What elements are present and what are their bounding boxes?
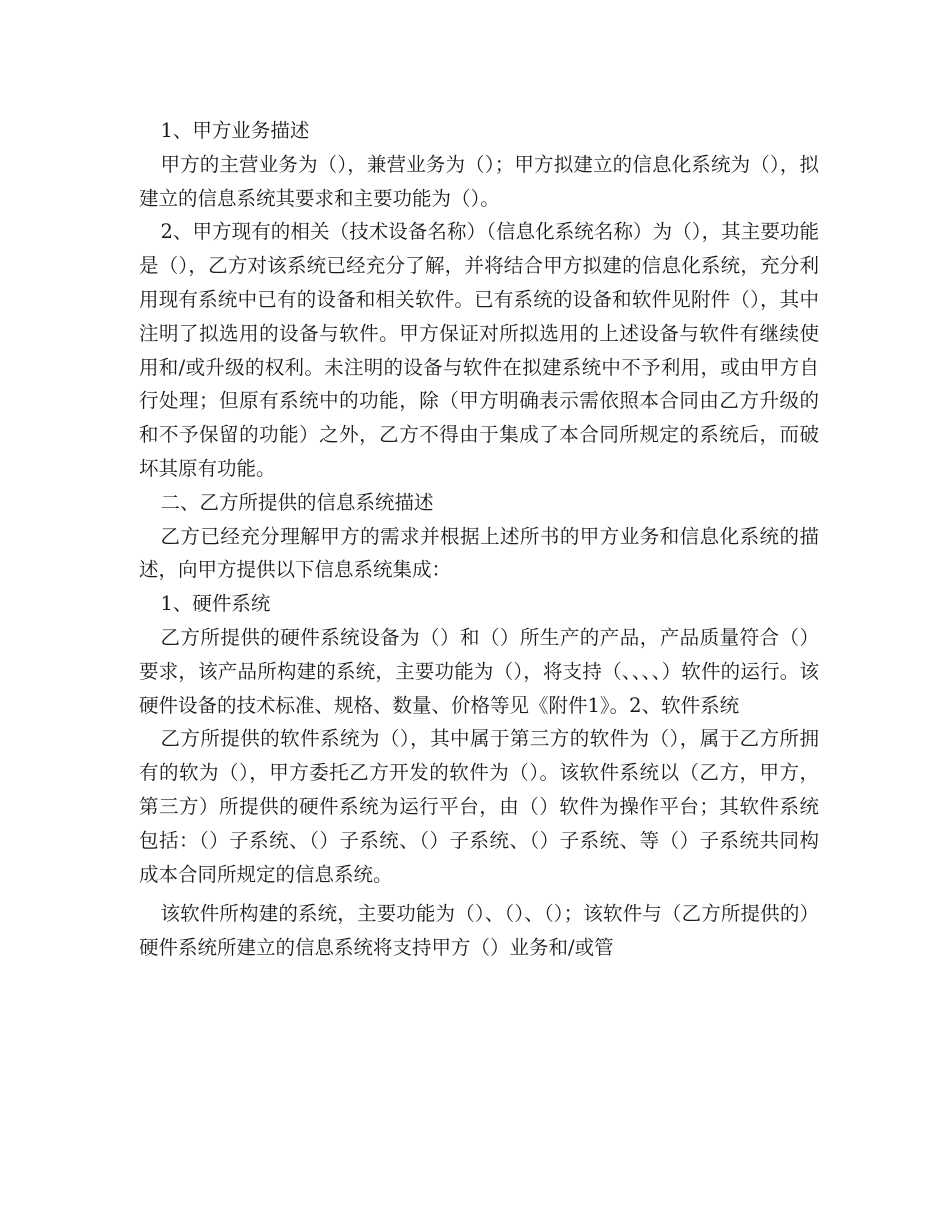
paragraph-hardware-system: 乙方所提供的硬件系统设备为（）和（）所生产的产品，产品质量符合（）要求，该产品所构建的系统，主要功能为（），将支持（、、、、）软件的运行。该硬件设备的技术标准、规格、数量、价格等见《附件1》。2、软件系统 [139,625,819,717]
paragraph-party-a-existing-systems: 2、甲方现有的相关（技术设备名称）（信息化系统名称）为（），其主要功能是（），乙方对该系统已经充分了解，并将结合甲方拟建的信息化系统，充分利用现有系统中已有的设备和相关软件。已有系统的设备和软件见附件（），其中注明了拟选用的设备与软件。甲方保证对所拟选用的上述设备与软件有继续使用和/或升级的权利。未注明的设备与软件在拟建系统中不予利用，或由甲方自行处理；但原有系统中的功能，除（甲方明确表示需依照本合同由乙方升级的和不予保留的功能）之外，乙方不得由于集成了本合同所规定的系统后，而破坏其原有功能。 [139,220,819,480]
paragraph-software-system: 乙方所提供的软件系统为（），其中属于第三方的软件为（），属于乙方所拥有的软为（），甲方委托乙方开发的软件为（）。该软件系统以（乙方，甲方，第三方）所提供的硬件系统为运行平台，由（）软件为操作平台；其软件系统包括：（）子系统、（）子系统、（）子系统、（）子系统、等（）子系统共同构成本合同所规定的信息系统。 [139,727,819,886]
section-heading-party-b-system: 二、乙方所提供的信息系统描述 [160,490,434,514]
document-body [139,114,819,965]
paragraph-software-functions: 该软件所构建的系统，主要功能为（）、（）、（）；该软件与（乙方所提供的）硬件系统所建立的信息系统将支持甲方（）业务和/或管 [139,902,819,960]
paragraph-party-b-understanding: 乙方已经充分理解甲方的需求并根据上述所书的甲方业务和信息化系统的描述，向甲方提供以下信息系统集成： [139,524,819,582]
subsection-heading-hardware: 1、硬件系统 [160,592,271,616]
section-heading-party-a-business: 1、甲方业务描述 [160,119,310,142]
paragraph-party-a-main-business: 甲方的主营业务为（），兼营业务为（）；甲方拟建立的信息化系统为（），拟建立的信息系统其要求和主要功能为（）。 [139,152,819,210]
